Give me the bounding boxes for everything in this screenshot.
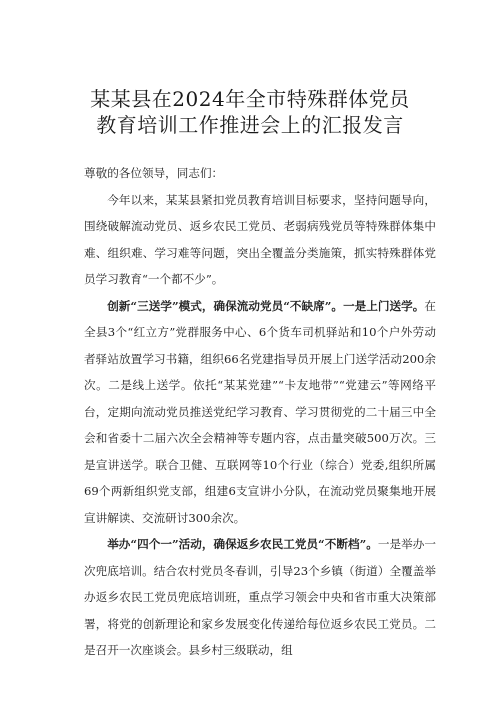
section-2-body: 一是举办一次兜底培训。结合农村党员冬春训，引导23个乡镇（街道）全覆盖举办返乡农民工党员兜底培训班，重点学习领会中央和省市重大决策部署，将党的创新理论和家乡发展变化传递给每位返乡农民工党员。二是召开一次座谈会。县乡村三级联动，组 xyxy=(84,537,436,657)
section-1-body: 在全县3个“红立方”党群服务中心、6个货车司机驿站和10个户外劳动者驿站放置学习书籍，组织66名党建指导员开展上门送学活动200余次。二是线上送学。依托“某某党建”“卡友地带”“党建云”等网络平台，定期向流动党员推送党纪学习教育、学习贯彻党的二十届三中全会和省委十二届六次全会精神等专题内容，点击量突破500万次。三是宣讲送学。联合卫健、互联网等10个行业（综合）党委,组织所属69个两新组织党支部，组建6支宣讲小分队，在流动党员聚集地开展宣讲解读、交流研讨300余次。 xyxy=(84,298,436,525)
intro-paragraph: 今年以来，某某县紧扣党员教育培训目标要求，坚持问题导向，围绕破解流动党员、返乡农民工党员、老弱病残党员等特殊群体集中难、组织难、学习难等问题，突出全覆盖分类施策，抓实特殊群体党员学习教育“一个都不少”。 xyxy=(84,192,436,286)
section-2-heading: 举办“四个一”活动，确保返乡农民工党员“不断档”。 xyxy=(107,537,378,551)
document-body xyxy=(84,160,436,664)
title-line-2: 教育培训工作推进会上的汇报发言 xyxy=(96,113,404,137)
document-title xyxy=(40,86,460,138)
section-1-subheading: 一是上门送学。 xyxy=(343,298,425,313)
title-line-1: 某某县在2024年全市特殊群体党员 xyxy=(90,87,410,111)
section-2-paragraph xyxy=(84,531,436,664)
section-1-heading: 创新“三送学”模式，确保流动党员“不缺席”。 xyxy=(107,298,344,313)
salutation: 尊敬的各位领导，同志们： xyxy=(84,166,224,180)
section-1-paragraph xyxy=(84,293,436,532)
